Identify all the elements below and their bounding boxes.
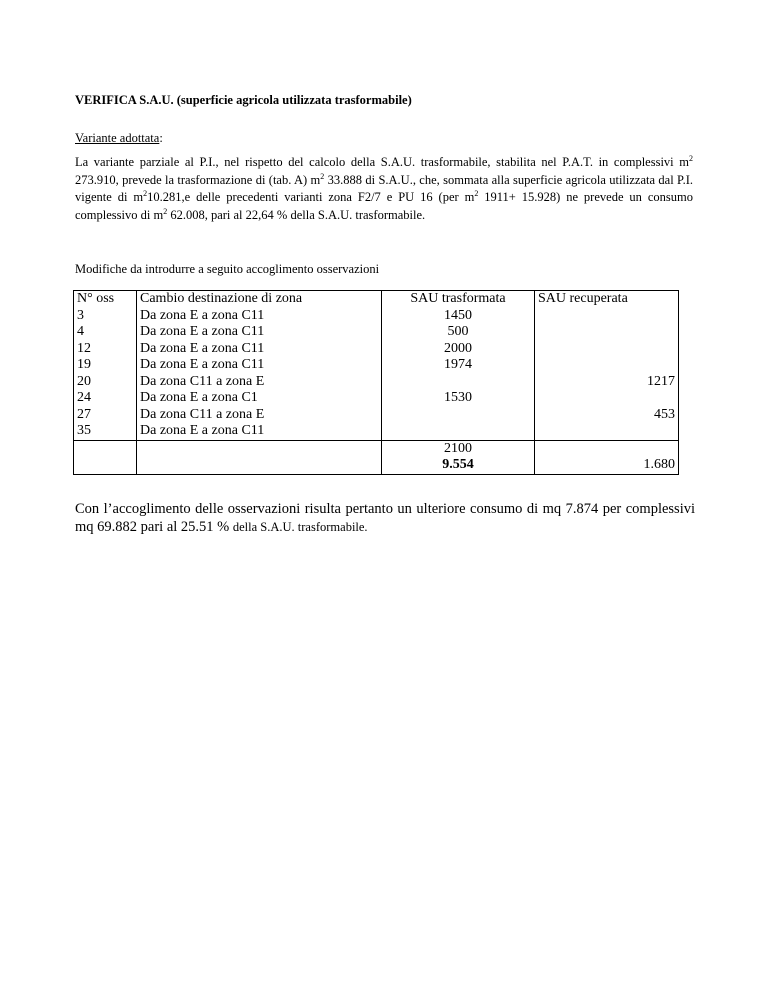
oss-value: 20	[77, 373, 91, 389]
superscript-2: 2	[143, 188, 148, 198]
recuperata-value	[538, 308, 675, 325]
recuperata-column-cell	[535, 291, 679, 441]
paragraph-text-5: 1911+ 15.928) ne prevede un consumo complessivo di m	[75, 190, 693, 222]
paragraph-text-2: 273.910, prevede la trasformazione di (tab. A) m	[75, 172, 321, 187]
oss-value: 4	[77, 324, 84, 339]
trasformata-value: 1974	[444, 357, 472, 372]
paragraph-text-3: 33.888 di S.A.U., che, sommata alla superficie agricola utilizzata dal P.I. vigente di m	[75, 172, 694, 204]
recuperata-value: 1217	[647, 373, 675, 389]
paragraph-text-1: La variante parziale al P.I., nel rispetto del calcolo della S.A.U. trasformabile, stabilita nel P.A.T. in complessivi m	[75, 155, 689, 169]
oss-value: 3	[77, 307, 84, 323]
osservazioni-table	[73, 290, 679, 475]
recuperata-value	[538, 390, 675, 407]
header-recuperata: SAU recuperata	[538, 291, 628, 306]
recuperata-total-cell	[535, 440, 679, 474]
oss-value: 24	[77, 390, 91, 405]
cambio-value: Da zona E a zona C11	[140, 423, 265, 438]
cambio-value: Da zona C11 a zona E	[140, 406, 265, 422]
cambio-value: Da zona E a zona C11	[140, 340, 265, 356]
conclusion-main: Con l’accoglimento delle osservazioni risulta pertanto un ulteriore consumo di mq 7.874 per complessivi mq 69.882 pari al 25.51 %	[75, 501, 695, 535]
header-oss: N° oss	[77, 291, 115, 306]
document-title: VERIFICA S.A.U. (superficie agricola utilizzata trasformabile)	[75, 93, 412, 107]
oss-value: 19	[77, 357, 91, 372]
table-row	[74, 291, 679, 441]
variante-label: Variante adottata	[75, 131, 160, 145]
table-row-totals	[74, 440, 679, 474]
trasformata-value: 1450	[444, 307, 472, 323]
cambio-column-cell	[137, 291, 382, 441]
variante-paragraph	[75, 154, 693, 224]
trasformata-value: 2100	[444, 440, 472, 456]
paragraph-text-4: 10.281,e delle precedenti varianti zona F2/7 e PU 16 (per m	[147, 190, 475, 204]
header-trasformata: SAU trasformata	[410, 291, 506, 306]
trasformata-column-cell	[382, 291, 535, 441]
paragraph-text-6: 62.008, pari al 22,64 % della S.A.U. trasformabile.	[167, 207, 426, 222]
recuperata-value	[538, 341, 675, 358]
cambio-value: Da zona C11 a zona E	[140, 373, 265, 389]
variante-colon: :	[159, 131, 163, 145]
trasformata-value: 500	[447, 324, 469, 339]
recuperata-total: 1.680	[643, 457, 675, 472]
cambio-value: Da zona E a zona C1	[140, 390, 258, 405]
cambio-value: Da zona E a zona C11	[140, 324, 265, 339]
superscript-2: 2	[474, 188, 479, 198]
cambio-value: Da zona E a zona C11	[140, 307, 265, 323]
superscript-2: 2	[163, 206, 168, 216]
recuperata-value	[538, 357, 675, 374]
oss-value: 12	[77, 340, 91, 356]
conclusion-paragraph	[75, 500, 695, 536]
empty-cell	[137, 440, 382, 474]
trasformata-value	[385, 374, 531, 391]
recuperata-value: 453	[654, 406, 675, 422]
superscript-2: 2	[320, 171, 325, 181]
trasformata-value: 2000	[444, 340, 472, 356]
oss-column-cell	[74, 291, 137, 441]
superscript-2: 2	[689, 153, 693, 163]
empty-cell	[74, 440, 137, 474]
cambio-value: Da zona E a zona C11	[140, 357, 265, 372]
trasformata-total: 9.554	[442, 457, 474, 472]
oss-value: 35	[77, 423, 91, 438]
header-cambio: Cambio destinazione di zona	[140, 291, 303, 306]
modifiche-heading: Modifiche da introdurre a seguito accoglimento osservazioni	[75, 262, 380, 276]
conclusion-small: della S.A.U. trasformabile.	[232, 520, 368, 534]
trasformata-value: 1530	[444, 390, 472, 405]
recuperata-value	[538, 324, 675, 341]
oss-value: 27	[77, 406, 91, 422]
trasformata-total-cell	[382, 440, 535, 474]
trasformata-value	[385, 407, 531, 424]
variante-heading	[75, 131, 163, 146]
recuperata-value	[538, 423, 675, 440]
